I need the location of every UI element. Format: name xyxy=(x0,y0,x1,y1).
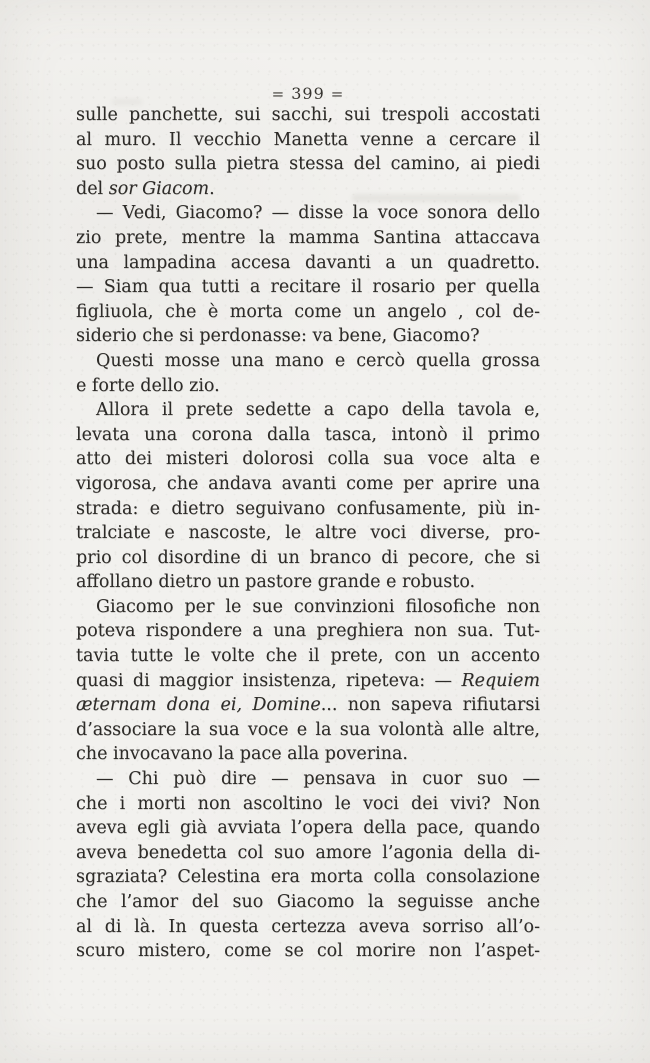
text-line xyxy=(76,226,540,251)
text-segment: tralciate e nascoste, le altre voci diverse, pro- xyxy=(76,523,540,544)
text-line xyxy=(76,915,540,940)
text-segment: suo posto sulla pietra stessa del camino, ai piedi xyxy=(76,154,540,175)
text-segment: scuro mistero, come se col morire non l’aspet- xyxy=(76,941,540,962)
text-line xyxy=(76,767,540,792)
text-segment: ... non sapeva rifiutarsi xyxy=(320,695,540,716)
text-line xyxy=(76,816,540,841)
text-segment: siderio che si perdonasse: va bene, Giacomo? xyxy=(76,326,480,347)
text-line xyxy=(76,841,540,866)
text-segment: una lampadina accesa davanti a un quadretto. xyxy=(76,252,540,273)
text-segment: poteva rispondere a una preghiera non sua. Tut- xyxy=(76,621,540,642)
paragraph xyxy=(76,398,540,595)
text-segment: . xyxy=(209,178,215,199)
text-segment: aveva egli già avviata l’opera della pace, quando xyxy=(76,818,540,839)
text-segment: strada: e dietro seguivano confusamente, più in- xyxy=(76,498,540,519)
text-segment: sulle panchette, sui sacchi, sui trespoli accostati xyxy=(76,105,540,125)
text-line xyxy=(76,201,540,226)
page-number xyxy=(76,84,540,103)
page-number-value: 399 xyxy=(291,84,325,103)
text-segment: Questi mosse una mano e cercò quella grossa xyxy=(96,350,540,371)
page-number-rule-right: = xyxy=(330,85,345,103)
text-line xyxy=(76,742,540,767)
text-line xyxy=(76,619,540,644)
text-line xyxy=(76,669,540,694)
text-line xyxy=(76,423,540,448)
paragraph xyxy=(76,201,540,349)
text-line xyxy=(76,890,540,915)
text-line xyxy=(76,521,540,546)
text-segment: zio prete, mentre la mamma Santina attaccava xyxy=(76,227,540,248)
italic-text-segment: sor Giacom xyxy=(108,178,210,199)
text-block xyxy=(76,103,540,964)
paragraph xyxy=(76,103,540,201)
text-line xyxy=(76,865,540,890)
text-segment: al di là. In questa certezza aveva sorriso all’o- xyxy=(76,916,540,937)
text-line xyxy=(76,472,540,497)
page-number-rule-left: = xyxy=(271,85,286,103)
text-segment: figliuola, che è morta come un angelo , col de- xyxy=(76,301,540,322)
text-segment: del xyxy=(76,178,109,199)
text-segment: levata una corona dalla tasca, intonò il primo xyxy=(76,424,540,445)
text-line xyxy=(76,398,540,423)
text-segment: vigorosa, che andava avanti come per aprire una xyxy=(76,473,540,494)
text-segment: — Chi può dire — pensava in cuor suo — xyxy=(96,769,540,790)
text-segment: quasi di maggior insistenza, ripeteva: — xyxy=(76,670,462,691)
text-segment: atto dei misteri dolorosi colla sua voce alta e xyxy=(76,449,540,470)
text-segment: che invocavano la pace alla poverina. xyxy=(76,744,408,765)
text-segment: al muro. Il vecchio Manetta venne a cercare il xyxy=(76,129,540,150)
text-segment: d’associare la sua voce e la sua volontà alle altre, xyxy=(76,719,540,740)
text-line xyxy=(76,570,540,595)
text-segment: Giacomo per le sue convinzioni filosofiche non xyxy=(96,596,540,617)
text-line xyxy=(76,546,540,571)
text-line xyxy=(76,251,540,276)
text-line xyxy=(76,792,540,817)
text-segment: Allora il prete sedette a capo della tavola e, xyxy=(96,400,540,421)
text-line xyxy=(76,324,540,349)
text-line xyxy=(76,103,540,128)
italic-text-segment: Requiem xyxy=(461,670,540,691)
text-segment: affollano dietro un pastore grande e robusto. xyxy=(76,572,476,593)
paragraph xyxy=(76,595,540,767)
paragraph xyxy=(76,767,540,964)
italic-text-segment: æternam dona ei, Domine xyxy=(76,695,321,716)
text-line xyxy=(76,595,540,620)
text-segment: sgraziata? Celestina era morta colla consolazione xyxy=(76,867,540,888)
text-line xyxy=(76,644,540,669)
text-segment: che l’amor del suo Giacomo la seguisse anche xyxy=(76,892,540,912)
text-line xyxy=(76,497,540,522)
text-segment: tavia tutte le volte che il prete, con un accento xyxy=(76,646,540,667)
text-line xyxy=(76,374,540,399)
text-line xyxy=(76,718,540,743)
text-line xyxy=(76,300,540,325)
text-line xyxy=(76,939,540,964)
text-segment: che i morti non ascoltino le voci dei vivi? Non xyxy=(76,793,540,814)
text-line xyxy=(76,693,540,718)
text-line xyxy=(76,152,540,177)
paragraph xyxy=(76,349,540,398)
text-segment: — Vedi, Giacomo? — disse la voce sonora dello xyxy=(96,203,540,224)
text-segment: aveva benedetta col suo amore l’agonia della di- xyxy=(76,842,540,863)
text-line xyxy=(76,177,540,202)
text-segment: prio col disordine di un branco di pecore, che si xyxy=(76,547,540,568)
text-segment: e forte dello zio. xyxy=(76,375,220,396)
text-line xyxy=(76,447,540,472)
text-segment: — Siam qua tutti a recitare il rosario per quella xyxy=(76,277,540,298)
text-line xyxy=(76,349,540,374)
text-line xyxy=(76,128,540,153)
text-line xyxy=(76,275,540,300)
